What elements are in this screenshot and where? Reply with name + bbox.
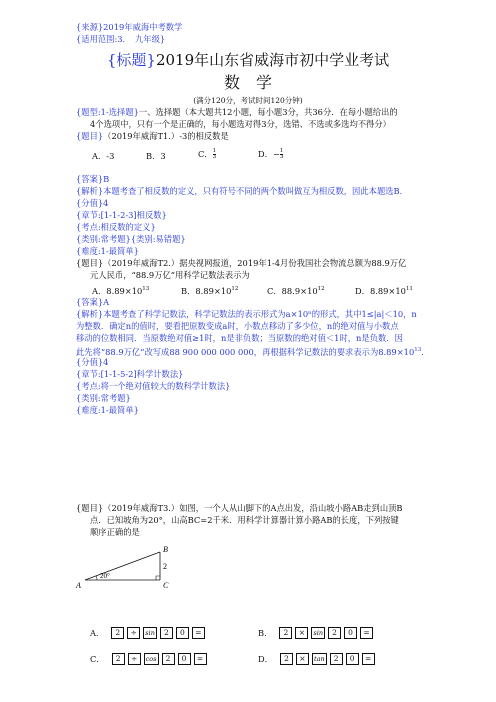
calculator-key: 0	[178, 653, 191, 665]
calculator-key: 2	[111, 627, 124, 639]
calculator-key: 0	[344, 627, 357, 639]
q1-analysis: {解析}本题考查了相反数的定义，只有符号不同的两个数叫做互为相反数，因此本题选B．	[76, 186, 408, 196]
function-key-label: tan	[313, 655, 325, 663]
calculator-key: ×	[296, 653, 309, 665]
exponent: 12	[231, 286, 239, 293]
q2-option-b	[181, 285, 238, 297]
title-text: 2019年山东省威海市初中学业考试	[155, 51, 390, 69]
side-length-label: 2	[163, 562, 167, 571]
function-key-label: cos	[145, 655, 157, 663]
q2-option-a	[92, 285, 149, 297]
calculator-key: =	[194, 653, 207, 665]
q2-analysis-line2: 为整数．确定n的值时，要看把原数变成a时，小数点移动了多少位，n的绝对值与小数点	[76, 321, 399, 331]
calculator-key: =	[192, 627, 205, 639]
q2-analysis-line1: {解析}本题考查了科学记数法，科学记数法的表示形式为a×10ⁿ的形式，其中1≤|a|＜10，n	[76, 309, 417, 319]
q1-difficulty: {难度:1-最简单}	[76, 246, 139, 256]
q1-category: {类别:常考题}{类别:易错题}	[76, 234, 186, 244]
fraction-num: 1	[279, 147, 284, 154]
calculator-key: 2	[160, 627, 173, 639]
q3-stem-line1: {题目}（2019年威海T3.）如图，一个人从山脚下的A点出发，沿山坡小路AB走到山顶B	[76, 503, 403, 513]
q2-option-c-text: C．88.9×10	[267, 286, 318, 296]
calculator-key	[312, 653, 327, 665]
exponent: 12	[317, 286, 325, 293]
function-key-label: sin	[313, 629, 324, 637]
calculator-key: ÷	[127, 627, 140, 639]
q3-stem-line2: 点．已知坡角为20°，山高BC=2千米．用科学计算器计算小路AB的长度，下列按键	[90, 515, 399, 525]
question-type-tag: {题型:1-选择题}	[76, 107, 139, 117]
option-label: C．	[90, 654, 105, 664]
q1-point: {考点:相反数的定义}	[76, 222, 156, 232]
fraction	[280, 149, 284, 161]
q1-option-c	[198, 148, 216, 161]
q1-score: {分值}4	[76, 198, 109, 208]
q1-stem-text: （2019年威海T1.）-3的相反数是	[103, 131, 229, 141]
fraction-den: 3	[279, 154, 284, 160]
source-tag: {来源}2019年威海中考数学	[76, 22, 183, 32]
q2-analysis-line4	[76, 345, 430, 358]
q2-stem-line2: 元人民币，“88.9万亿”用科学记数法表示为	[90, 270, 250, 280]
calculator-key: 2	[162, 653, 175, 665]
point-a-label: A	[76, 581, 81, 590]
calculator-key	[143, 627, 157, 639]
exponent: 13	[414, 347, 422, 353]
point-c-label: C	[163, 581, 169, 590]
calculator-key	[311, 627, 325, 639]
slope-triangle-figure	[75, 544, 185, 594]
calculator-key: 2	[330, 653, 343, 665]
option-label: B．	[258, 628, 273, 638]
section-text: 一、选择题（本大题共12小题，每小题3分，共36分．在每小题给出的	[138, 107, 398, 117]
calculator-key: 0	[346, 653, 359, 665]
title-tag: {标题}	[106, 51, 156, 69]
q1-option-d-label: D．−	[258, 149, 280, 159]
calculator-key: =	[362, 653, 375, 665]
q2-analysis-end: ．	[421, 346, 430, 357]
calculator-key: 2	[279, 627, 292, 639]
q2-option-d-text: D．8.89×10	[355, 286, 406, 296]
option-label: D．	[258, 654, 273, 664]
q1-stem	[76, 131, 229, 142]
point-b-label: B	[163, 545, 168, 554]
section-heading-line2: 4个选项中，只有一个是正确的，每小题选对得3分，选错、不选或多选均不得分）	[90, 119, 391, 129]
calculator-key: 2	[328, 627, 341, 639]
q2-difficulty: {难度:1-最简单}	[76, 405, 139, 415]
calculator-key: 2	[280, 653, 293, 665]
calculator-key	[144, 653, 159, 665]
q2-stem-line1: {题目}（2019年威海T2.）据央视网报道，2019年1-4月份我国社会物流总额为88.9万亿	[76, 258, 407, 268]
q3-option-a	[90, 627, 205, 639]
question-tag: {题目}	[76, 131, 104, 141]
calculator-key: 0	[176, 627, 189, 639]
angle-arc	[96, 576, 97, 580]
q2-option-a-text: A．8.89×10	[92, 286, 143, 296]
q1-option-a: A．-3	[92, 151, 115, 161]
q2-option-d	[355, 285, 413, 297]
q2-point: {考点:将一个绝对值较大的数科学计数法}	[76, 381, 231, 391]
function-key-label: sin	[145, 629, 155, 637]
q3-stem-line3: 顺序正确的是	[90, 527, 140, 537]
calculator-key: ÷	[128, 653, 141, 665]
q1-option-d	[258, 148, 283, 161]
right-angle-mark	[156, 576, 160, 580]
q1-option-c-label: C．	[198, 149, 213, 159]
q1-chapter: {章节:[1-1-2-3]相反数}	[76, 210, 167, 220]
exponent: 13	[142, 286, 150, 293]
q1-option-b: B．3	[146, 151, 166, 161]
subject-title: 数 学	[223, 73, 272, 92]
scope-tag: {适用范围:3． 九年级}	[76, 34, 166, 44]
fraction-den: 3	[212, 154, 217, 160]
q2-score: {分值}4	[76, 357, 109, 367]
calculator-key: =	[360, 627, 373, 639]
exam-note: (满分120分，考试时间120分钟)	[193, 96, 303, 105]
option-label: A．	[90, 628, 105, 638]
q2-answer: {答案}A	[76, 297, 110, 307]
fraction-num: 1	[212, 147, 217, 154]
q3-option-d	[258, 653, 375, 665]
q2-option-b-text: B．8.89×10	[181, 286, 232, 296]
exponent: 11	[405, 286, 413, 293]
q2-chapter: {章节:[1-1-5-2]科学计数法}	[76, 369, 184, 379]
q3-option-b	[258, 627, 373, 639]
section-heading-line1	[76, 107, 398, 118]
calculator-key: ×	[295, 627, 308, 639]
angle-label: 20°	[100, 572, 110, 580]
q2-option-c	[267, 285, 325, 297]
q1-answer: {答案}B	[76, 174, 110, 184]
q2-category: {类别:常考题}	[76, 393, 131, 403]
q3-option-c	[90, 653, 207, 665]
q2-analysis-line3: 移动的位数相同．当原数绝对值≥1时，n是非负数；当原数的绝对值＜1时，n是负数．因	[76, 333, 403, 343]
fraction	[213, 149, 217, 161]
calculator-key: 2	[112, 653, 125, 665]
q2-analysis-line4-text: 此先将“88.9万亿”改写成88 900 000 000 000，再根据科学记数法的要求表示为8.89×10	[76, 346, 415, 357]
page-title	[0, 49, 496, 70]
